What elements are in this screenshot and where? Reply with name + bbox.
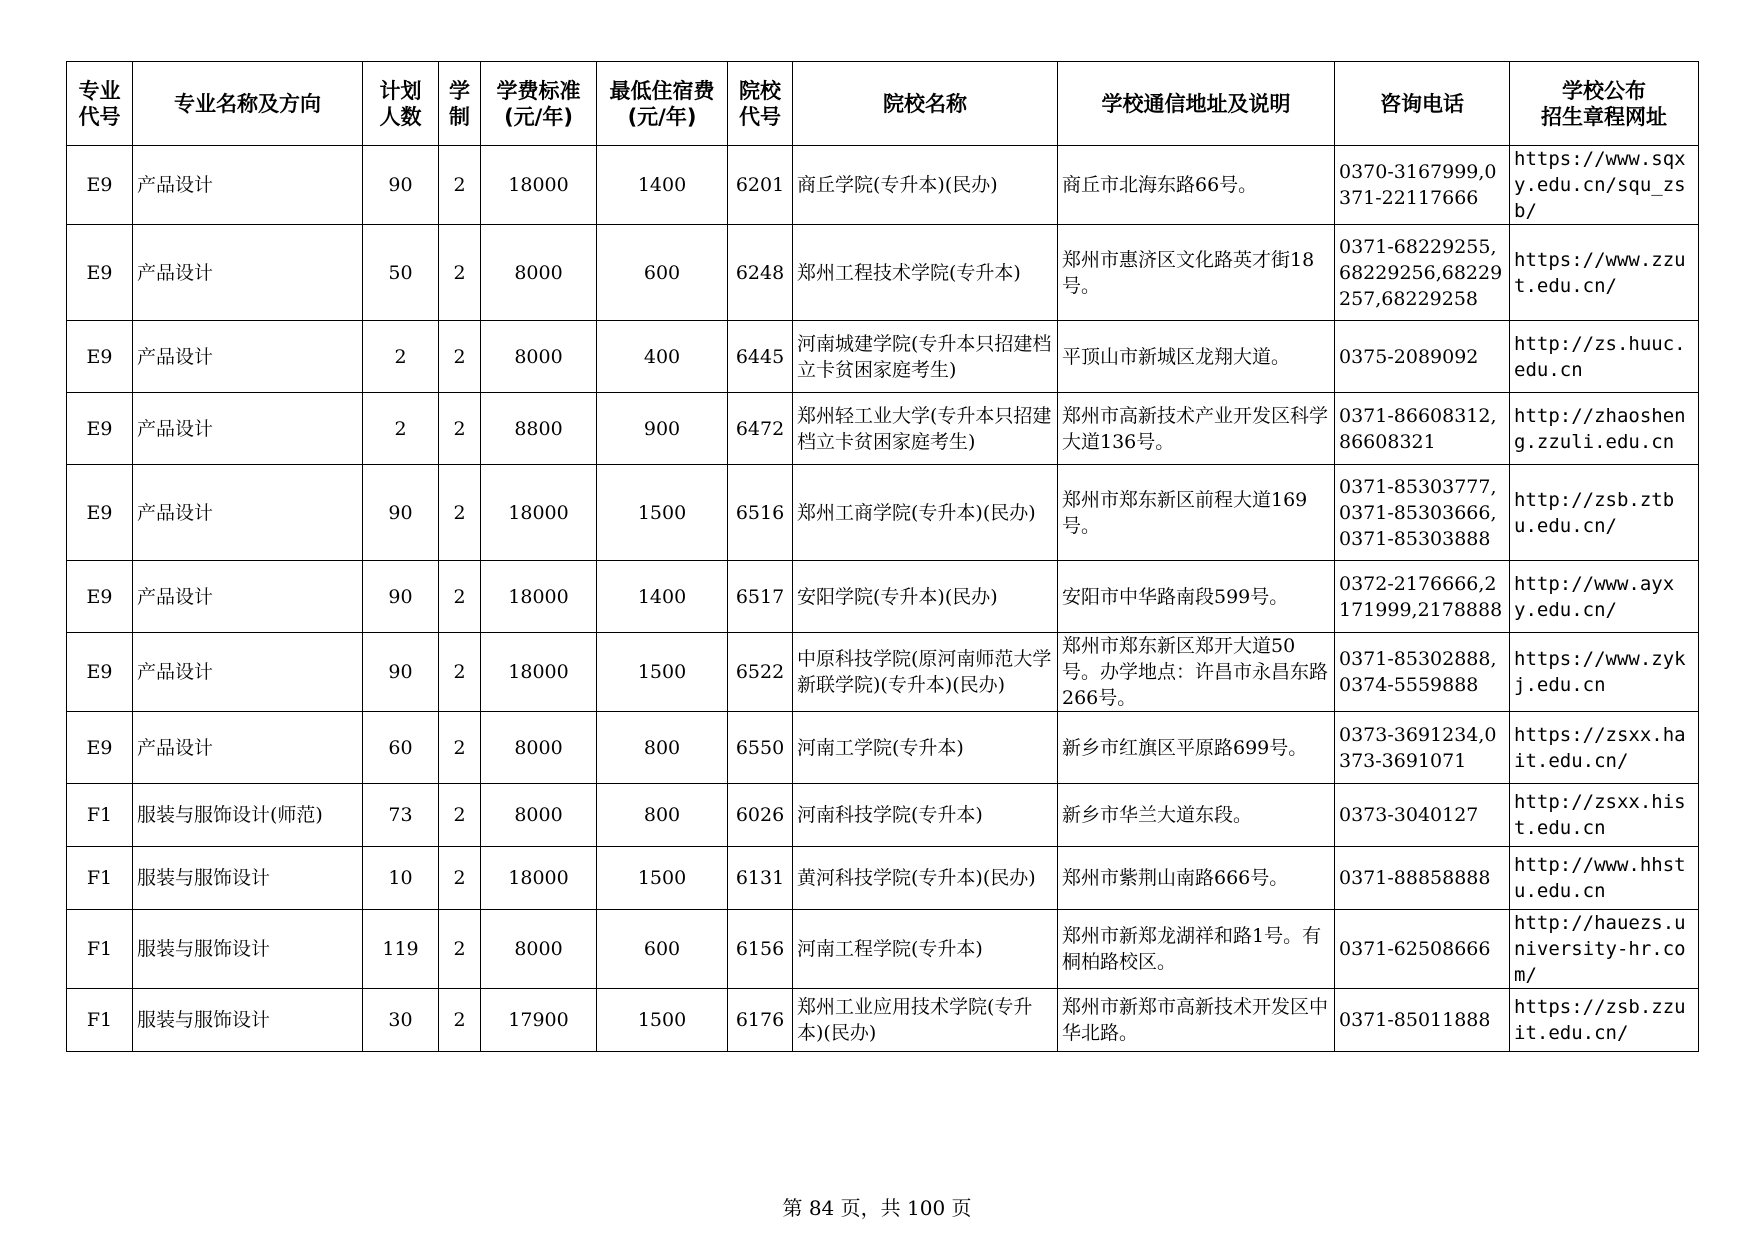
cell-major-name: 产品设计 [133, 633, 363, 712]
cell-contact-phone: 0371-88858888 [1335, 847, 1510, 910]
cell-contact-phone: 0370-3167999,0371-22117666 [1335, 146, 1510, 225]
cell-dorm-fee: 1500 [597, 633, 728, 712]
cell-school-name: 中原科技学院(原河南师范大学新联学院)(专升本)(民办) [793, 633, 1058, 712]
cell-plan-count: 90 [363, 146, 439, 225]
cell-major-name: 产品设计 [133, 146, 363, 225]
cell-school-code: 6156 [728, 910, 793, 989]
cell-contact-phone: 0373-3691234,0373-3691071 [1335, 712, 1510, 784]
cell-contact-phone: 0371-68229255,68229256,68229257,68229258 [1335, 225, 1510, 321]
cell-school-address: 郑州市紫荆山南路666号。 [1058, 847, 1335, 910]
cell-plan-count: 50 [363, 225, 439, 321]
cell-admission-url[interactable]: http://zhaosheng.zzuli.edu.cn [1510, 393, 1699, 465]
cell-school-address: 郑州市郑东新区前程大道169号。 [1058, 465, 1335, 561]
cell-school-address: 新乡市华兰大道东段。 [1058, 784, 1335, 847]
cell-tuition: 8800 [481, 393, 597, 465]
table-header [67, 62, 1699, 146]
cell-study-years: 2 [439, 784, 481, 847]
cell-tuition: 8000 [481, 910, 597, 989]
cell-school-name: 商丘学院(专升本)(民办) [793, 146, 1058, 225]
cell-major-code: E9 [67, 321, 133, 393]
cell-study-years: 2 [439, 910, 481, 989]
cell-study-years: 2 [439, 146, 481, 225]
cell-tuition: 17900 [481, 989, 597, 1052]
cell-dorm-fee: 600 [597, 910, 728, 989]
cell-plan-count: 60 [363, 712, 439, 784]
cell-study-years: 2 [439, 633, 481, 712]
table-row [67, 321, 1699, 393]
cell-school-code: 6522 [728, 633, 793, 712]
cell-school-code: 6026 [728, 784, 793, 847]
cell-tuition: 18000 [481, 633, 597, 712]
cell-admission-url[interactable]: https://www.zzut.edu.cn/ [1510, 225, 1699, 321]
cell-admission-url[interactable]: https://www.zykj.edu.cn [1510, 633, 1699, 712]
cell-school-name: 河南工学院(专升本) [793, 712, 1058, 784]
cell-major-code: F1 [67, 784, 133, 847]
cell-major-name: 服装与服饰设计 [133, 847, 363, 910]
cell-contact-phone: 0371-85011888 [1335, 989, 1510, 1052]
cell-dorm-fee: 800 [597, 784, 728, 847]
cell-admission-url[interactable]: https://zsb.zzuit.edu.cn/ [1510, 989, 1699, 1052]
cell-study-years: 2 [439, 225, 481, 321]
cell-admission-url[interactable]: http://zsxx.hist.edu.cn [1510, 784, 1699, 847]
cell-school-name: 安阳学院(专升本)(民办) [793, 561, 1058, 633]
cell-admission-url[interactable]: https://zsxx.hait.edu.cn/ [1510, 712, 1699, 784]
cell-tuition: 18000 [481, 465, 597, 561]
cell-study-years: 2 [439, 465, 481, 561]
cell-major-name: 服装与服饰设计 [133, 989, 363, 1052]
cell-study-years: 2 [439, 321, 481, 393]
cell-school-address: 郑州市高新技术产业开发区科学大道136号。 [1058, 393, 1335, 465]
cell-dorm-fee: 1500 [597, 989, 728, 1052]
cell-study-years: 2 [439, 712, 481, 784]
cell-dorm-fee: 1400 [597, 146, 728, 225]
cell-dorm-fee: 1500 [597, 847, 728, 910]
cell-contact-phone: 0375-2089092 [1335, 321, 1510, 393]
cell-school-address: 商丘市北海东路66号。 [1058, 146, 1335, 225]
header-dorm-fee: 最低住宿费 (元/年) [597, 62, 728, 146]
cell-major-name: 产品设计 [133, 225, 363, 321]
cell-major-code: F1 [67, 910, 133, 989]
cell-plan-count: 2 [363, 393, 439, 465]
cell-school-address: 安阳市中华路南段599号。 [1058, 561, 1335, 633]
cell-school-address: 郑州市新郑市高新技术开发区中华北路。 [1058, 989, 1335, 1052]
table-row [67, 225, 1699, 321]
cell-tuition: 18000 [481, 847, 597, 910]
table-row [67, 989, 1699, 1052]
cell-school-code: 6176 [728, 989, 793, 1052]
cell-school-address: 郑州市郑东新区郑开大道50号。办学地点：许昌市永昌东路266号。 [1058, 633, 1335, 712]
cell-school-code: 6201 [728, 146, 793, 225]
cell-major-name: 产品设计 [133, 561, 363, 633]
header-major-name: 专业名称及方向 [133, 62, 363, 146]
cell-tuition: 8000 [481, 784, 597, 847]
cell-major-code: E9 [67, 633, 133, 712]
cell-plan-count: 90 [363, 561, 439, 633]
cell-school-address: 郑州市新郑龙湖祥和路1号。有桐柏路校区。 [1058, 910, 1335, 989]
table-body [67, 146, 1699, 1052]
cell-major-code: E9 [67, 712, 133, 784]
cell-contact-phone: 0373-3040127 [1335, 784, 1510, 847]
cell-tuition: 8000 [481, 321, 597, 393]
cell-school-name: 郑州工程技术学院(专升本) [793, 225, 1058, 321]
cell-major-name: 产品设计 [133, 712, 363, 784]
cell-school-name: 郑州工商学院(专升本)(民办) [793, 465, 1058, 561]
cell-plan-count: 73 [363, 784, 439, 847]
cell-tuition: 18000 [481, 146, 597, 225]
cell-admission-url[interactable]: http://zs.huuc.edu.cn [1510, 321, 1699, 393]
table-row [67, 465, 1699, 561]
cell-major-code: F1 [67, 847, 133, 910]
cell-school-address: 平顶山市新城区龙翔大道。 [1058, 321, 1335, 393]
cell-plan-count: 30 [363, 989, 439, 1052]
cell-dorm-fee: 800 [597, 712, 728, 784]
header-school-code: 院校 代号 [728, 62, 793, 146]
cell-school-code: 6248 [728, 225, 793, 321]
cell-study-years: 2 [439, 561, 481, 633]
cell-contact-phone: 0371-86608312,86608321 [1335, 393, 1510, 465]
cell-tuition: 8000 [481, 225, 597, 321]
cell-school-code: 6131 [728, 847, 793, 910]
cell-school-code: 6517 [728, 561, 793, 633]
header-major-code: 专业 代号 [67, 62, 133, 146]
cell-major-code: F1 [67, 989, 133, 1052]
cell-school-name: 郑州轻工业大学(专升本只招建档立卡贫困家庭考生) [793, 393, 1058, 465]
table-row [67, 561, 1699, 633]
header-admission-url: 学校公布 招生章程网址 [1510, 62, 1699, 146]
table-row [67, 712, 1699, 784]
cell-major-name: 产品设计 [133, 465, 363, 561]
cell-major-code: E9 [67, 393, 133, 465]
cell-dorm-fee: 600 [597, 225, 728, 321]
cell-major-code: E9 [67, 225, 133, 321]
page-number-footer: 第 84 页，共 100 页 [782, 1196, 972, 1220]
cell-school-address: 郑州市惠济区文化路英才街18号。 [1058, 225, 1335, 321]
cell-school-code: 6445 [728, 321, 793, 393]
cell-plan-count: 10 [363, 847, 439, 910]
admissions-table [66, 61, 1699, 1052]
cell-school-code: 6550 [728, 712, 793, 784]
cell-study-years: 2 [439, 847, 481, 910]
cell-plan-count: 119 [363, 910, 439, 989]
cell-contact-phone: 0371-85302888,0374-5559888 [1335, 633, 1510, 712]
table-row [67, 633, 1699, 712]
cell-admission-url[interactable]: http://zsb.ztbu.edu.cn/ [1510, 465, 1699, 561]
cell-school-name: 河南工程学院(专升本) [793, 910, 1058, 989]
cell-major-name: 产品设计 [133, 393, 363, 465]
cell-school-name: 河南科技学院(专升本) [793, 784, 1058, 847]
cell-major-name: 服装与服饰设计(师范) [133, 784, 363, 847]
cell-major-code: E9 [67, 465, 133, 561]
header-contact-phone: 咨询电话 [1335, 62, 1510, 146]
cell-dorm-fee: 1500 [597, 465, 728, 561]
cell-study-years: 2 [439, 393, 481, 465]
cell-study-years: 2 [439, 989, 481, 1052]
table-row [67, 146, 1699, 225]
table-row [67, 784, 1699, 847]
header-school-address: 学校通信地址及说明 [1058, 62, 1335, 146]
cell-admission-url[interactable]: https://www.sqxy.edu.cn/squ_zsb/ [1510, 146, 1699, 225]
header-study-years: 学 制 [439, 62, 481, 146]
cell-school-name: 河南城建学院(专升本只招建档立卡贫困家庭考生) [793, 321, 1058, 393]
cell-admission-url[interactable]: http://www.ayxy.edu.cn/ [1510, 561, 1699, 633]
cell-admission-url[interactable]: http://www.hhstu.edu.cn [1510, 847, 1699, 910]
cell-school-code: 6516 [728, 465, 793, 561]
cell-major-name: 服装与服饰设计 [133, 910, 363, 989]
cell-contact-phone: 0371-62508666 [1335, 910, 1510, 989]
cell-dorm-fee: 400 [597, 321, 728, 393]
header-row [67, 62, 1699, 146]
cell-admission-url[interactable]: http://hauezs.university-hr.com/ [1510, 910, 1699, 989]
table-row [67, 847, 1699, 910]
cell-major-name: 产品设计 [133, 321, 363, 393]
cell-plan-count: 90 [363, 465, 439, 561]
cell-contact-phone: 0372-2176666,2171999,2178888 [1335, 561, 1510, 633]
table-row [67, 393, 1699, 465]
cell-plan-count: 2 [363, 321, 439, 393]
cell-major-code: E9 [67, 146, 133, 225]
cell-plan-count: 90 [363, 633, 439, 712]
table-row [67, 910, 1699, 989]
cell-contact-phone: 0371-85303777,0371-85303666,0371-85303888 [1335, 465, 1510, 561]
cell-school-code: 6472 [728, 393, 793, 465]
cell-tuition: 18000 [481, 561, 597, 633]
header-tuition: 学费标准 (元/年) [481, 62, 597, 146]
cell-dorm-fee: 900 [597, 393, 728, 465]
header-plan-count: 计划 人数 [363, 62, 439, 146]
cell-school-name: 黄河科技学院(专升本)(民办) [793, 847, 1058, 910]
cell-school-name: 郑州工业应用技术学院(专升本)(民办) [793, 989, 1058, 1052]
cell-major-code: E9 [67, 561, 133, 633]
cell-school-address: 新乡市红旗区平原路699号。 [1058, 712, 1335, 784]
cell-tuition: 8000 [481, 712, 597, 784]
header-school-name: 院校名称 [793, 62, 1058, 146]
cell-dorm-fee: 1400 [597, 561, 728, 633]
